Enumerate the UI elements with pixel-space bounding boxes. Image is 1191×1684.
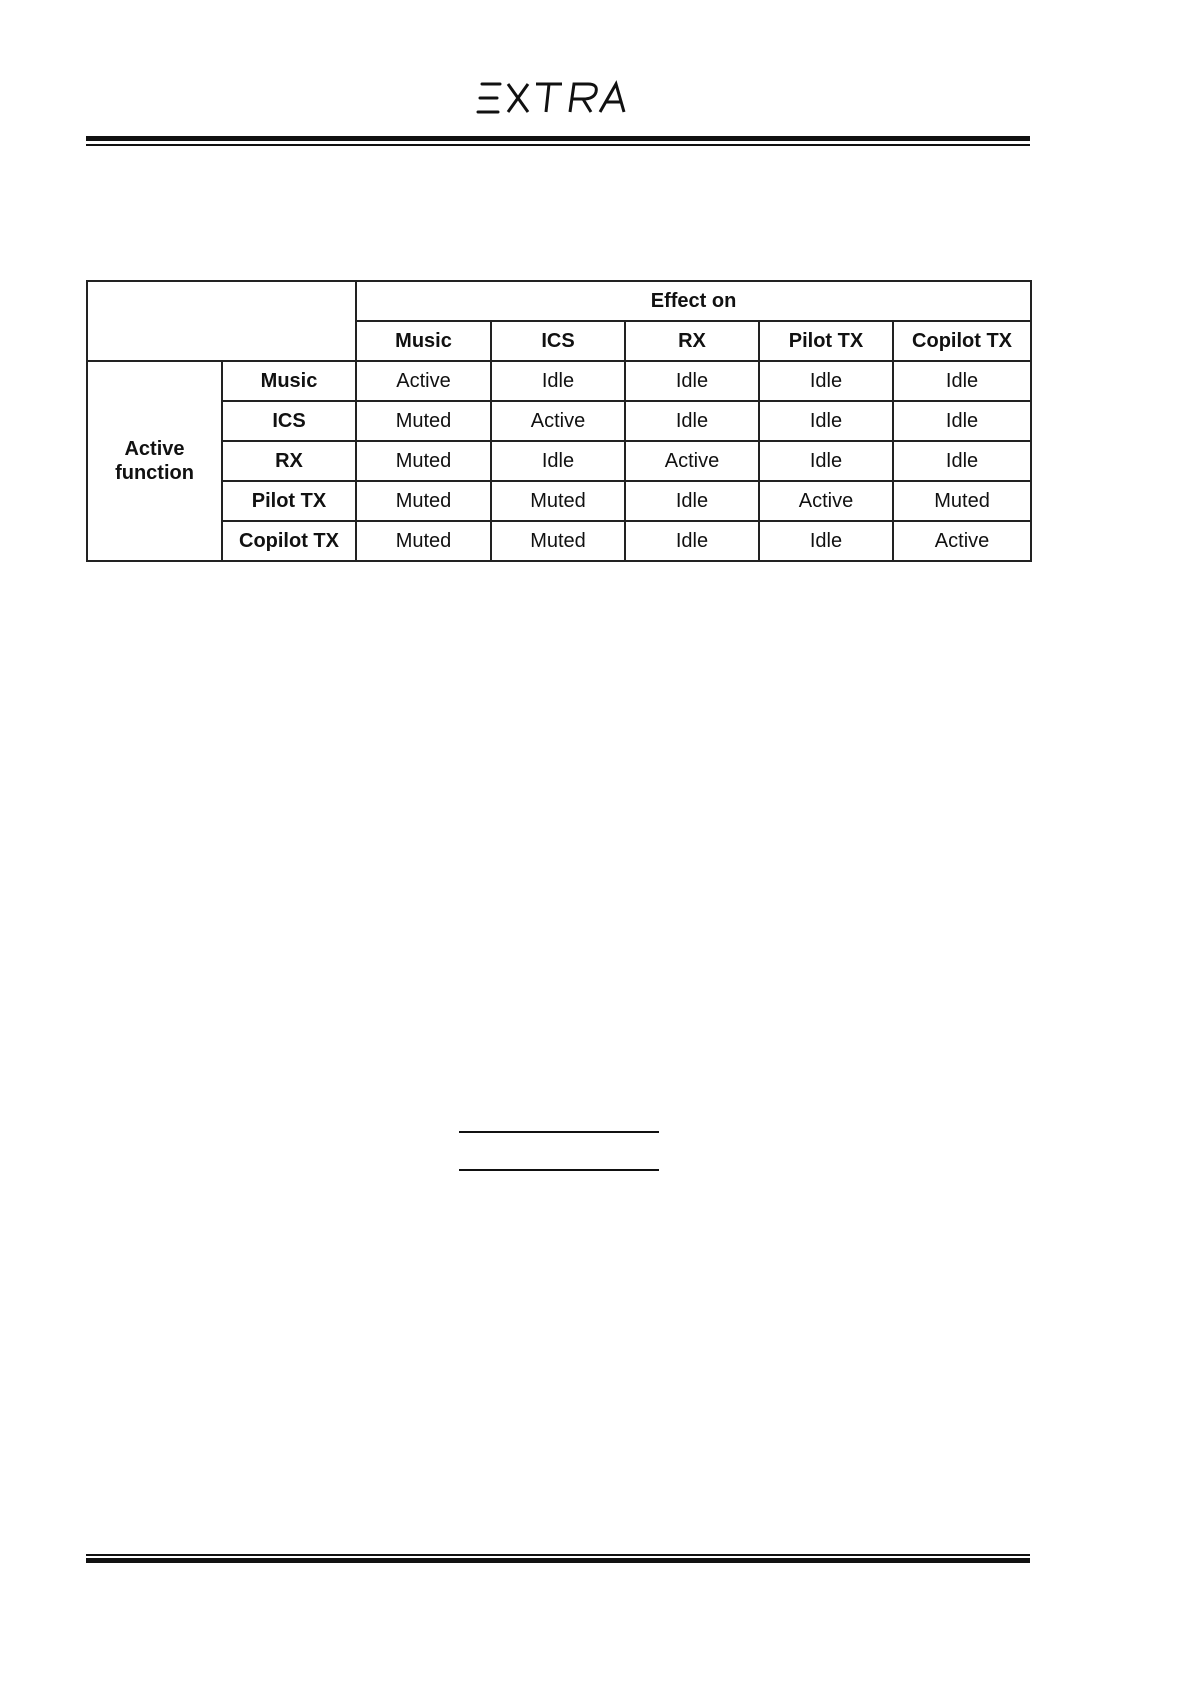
extra-logo (470, 74, 650, 124)
effect-on-header: Effect on (356, 281, 1031, 321)
divider-line (459, 1169, 659, 1171)
table-row (87, 401, 1031, 441)
footer-rule-thin (86, 1554, 1030, 1556)
table-row (87, 441, 1031, 481)
table-cell: Idle (625, 481, 759, 521)
column-header: Pilot TX (759, 321, 893, 361)
table-cell: Active (491, 401, 625, 441)
table-cell: Active (759, 481, 893, 521)
table-cell: Muted (356, 401, 491, 441)
table-cell: Muted (491, 521, 625, 561)
table-cell: Active (625, 441, 759, 481)
table-cell: Idle (491, 361, 625, 401)
table-cell: Idle (759, 361, 893, 401)
table-cell: Active (356, 361, 491, 401)
table-row (87, 361, 1031, 401)
effect-matrix-table (86, 280, 1032, 562)
header-rule-thick (86, 136, 1030, 141)
table-cell: Idle (893, 441, 1031, 481)
footer-rule-thick (86, 1558, 1030, 1563)
table-cell: Idle (491, 441, 625, 481)
divider-line (459, 1131, 659, 1133)
table-cell: Muted (491, 481, 625, 521)
table-header-row (87, 281, 1031, 321)
column-header: ICS (491, 321, 625, 361)
row-header: Pilot TX (222, 481, 356, 521)
table-cell: Idle (759, 441, 893, 481)
table-cell: Muted (356, 521, 491, 561)
table-row (87, 481, 1031, 521)
table-cell: Idle (625, 361, 759, 401)
table-cell: Idle (759, 521, 893, 561)
table-cell: Active (893, 521, 1031, 561)
table-cell: Idle (893, 401, 1031, 441)
table-cell: Idle (759, 401, 893, 441)
table-cell: Idle (625, 521, 759, 561)
row-header: Copilot TX (222, 521, 356, 561)
table-cell: Muted (356, 481, 491, 521)
empty-corner-cell (87, 281, 356, 361)
table-row (87, 521, 1031, 561)
row-header: ICS (222, 401, 356, 441)
column-header: Copilot TX (893, 321, 1031, 361)
table-cell: Idle (625, 401, 759, 441)
table-cell: Muted (356, 441, 491, 481)
row-header: Music (222, 361, 356, 401)
column-header: Music (356, 321, 491, 361)
table-cell: Idle (893, 361, 1031, 401)
row-header: RX (222, 441, 356, 481)
table-cell: Muted (893, 481, 1031, 521)
active-function-header: Active function (87, 361, 222, 561)
header-rule-thin (86, 144, 1030, 146)
column-header: RX (625, 321, 759, 361)
